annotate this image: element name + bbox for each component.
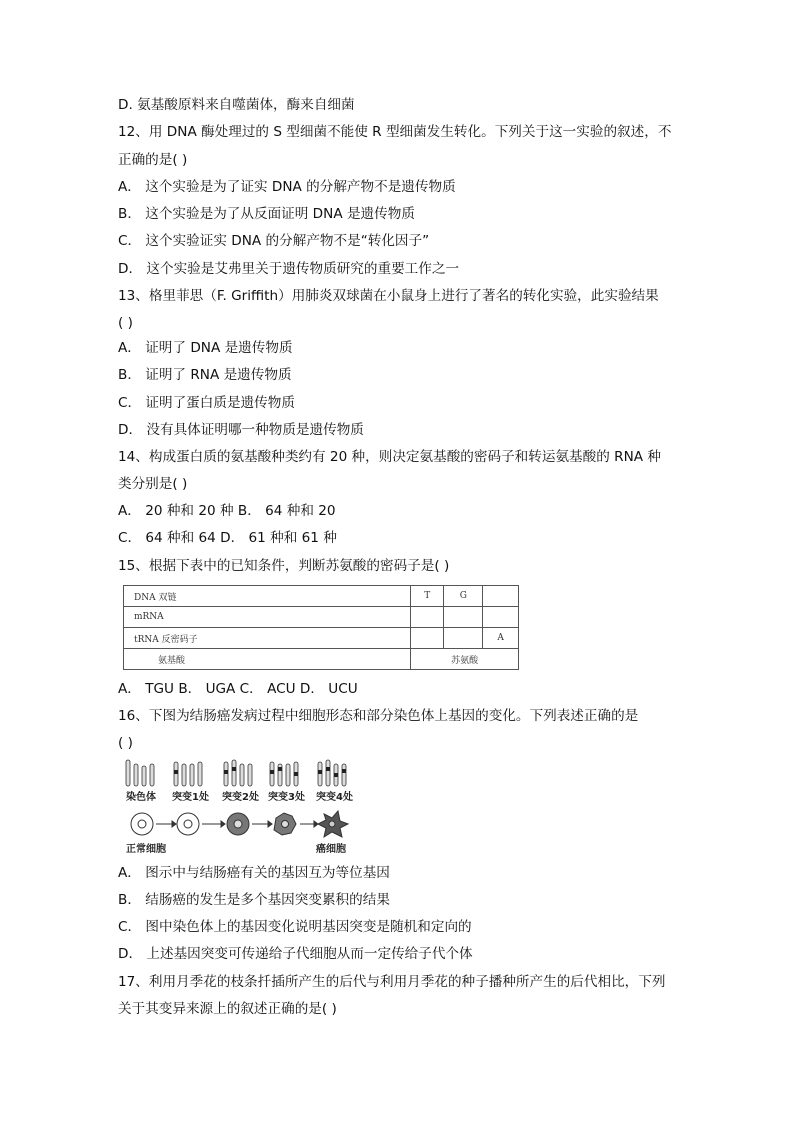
table-cell (411, 607, 444, 628)
table-cell (483, 586, 519, 607)
cancer-cell-label: 癌细胞 (316, 844, 346, 855)
q15-options: A． TGU B． UGA C． ACU D． UCU (118, 681, 358, 697)
q12-option-a: A． 这个实验是为了证实 DNA 的分解产物不是遗传物质 (118, 179, 456, 195)
q13-option-d: D． 没有具体证明哪一种物质是遗传物质 (118, 422, 364, 438)
q15-stem: 15、根据下表中的已知条件，判断苏氨酸的密码子是( ) (118, 558, 450, 574)
chromosome-icon (126, 760, 346, 786)
q13-stem-1: 13、格里菲思（F. Griffith）用肺炎双球菌在小鼠身上进行了著名的转化实验，此实验结果 (118, 288, 659, 304)
colon-cancer-figure (120, 758, 360, 858)
q14-options-cd: C． 64 种和 64 D． 61 种和 61 种 (118, 530, 337, 546)
q11-option-d: D. 氨基酸原料来自噬菌体，酶来自细菌 (118, 97, 355, 113)
q16-option-a: A． 图示中与结肠癌有关的基因互为等位基因 (118, 865, 390, 881)
table-cell: 氨基酸 (124, 649, 411, 670)
table-cell (444, 628, 483, 649)
figure-label: 突变3处 (268, 792, 305, 803)
q14-stem-2: 类分别是( ) (118, 476, 188, 492)
q16-stem-1: 16、下图为结肠癌发病过程中细胞形态和部分染色体上基因的变化。下列表述正确的是 (118, 708, 639, 724)
q14-options-ab: A． 20 种和 20 种 B． 64 种和 20 (118, 503, 336, 519)
codon-table (123, 585, 519, 670)
table-cell (483, 607, 519, 628)
table-cell: 苏氨酸 (411, 649, 519, 670)
table-cell: mRNA (124, 607, 411, 628)
table-cell: DNA 双链 (124, 586, 411, 607)
figure-label: 突变2处 (222, 792, 259, 803)
q12-stem-1: 12、用 DNA 酶处理过的 S 型细菌不能使 R 型细菌发生转化。下列关于这一实验的叙述，不 (118, 124, 672, 140)
q16-option-c: C． 图中染色体上的基因变化说明基因突变是随机和定向的 (118, 919, 472, 935)
table-cell: T (411, 586, 444, 607)
q13-stem-2: ( ) (118, 315, 133, 331)
q13-option-b: B． 证明了 RNA 是遗传物质 (118, 367, 292, 383)
table-cell (444, 607, 483, 628)
table-cell (411, 628, 444, 649)
table-cell: G (444, 586, 483, 607)
normal-cell-label: 正常细胞 (126, 844, 166, 855)
q13-option-a: A． 证明了 DNA 是遗传物质 (118, 340, 293, 356)
q12-option-b: B． 这个实验是为了从反面证明 DNA 是遗传物质 (118, 206, 415, 222)
q12-option-d: D． 这个实验是艾弗里关于遗传物质研究的重要工作之一 (118, 261, 460, 277)
table-cell: A (483, 628, 519, 649)
figure-label: 突变1处 (172, 792, 209, 803)
table-row (124, 586, 519, 607)
q12-stem-2: 正确的是( ) (118, 152, 188, 168)
q14-stem-1: 14、构成蛋白质的氨基酸种类约有 20 种，则决定氨基酸的密码子和转运氨基酸的 RNA 种 (118, 449, 661, 465)
q12-option-c: C． 这个实验证实 DNA 的分解产物不是“转化因子” (118, 233, 430, 249)
q16-stem-2: ( ) (118, 735, 133, 751)
q16-option-d: D． 上述基因突变可传递给子代细胞从而一定传给子代个体 (118, 946, 473, 962)
figure-label: 染色体 (126, 792, 156, 803)
figure-label: 突变4处 (316, 792, 353, 803)
q16-option-b: B． 结肠癌的发生是多个基因突变累积的结果 (118, 892, 390, 908)
table-row (124, 649, 519, 670)
q17-stem-1: 17、利用月季花的枝条扦插所产生的后代与利用月季花的种子播种所产生的后代相比，下列 (118, 974, 666, 990)
table-row (124, 628, 519, 649)
table-row (124, 607, 519, 628)
q13-option-c: C． 证明了蛋白质是遗传物质 (118, 395, 295, 411)
q17-stem-2: 关于其变异来源上的叙述正确的是( ) (118, 1001, 337, 1017)
table-cell: tRNA 反密码子 (124, 628, 411, 649)
